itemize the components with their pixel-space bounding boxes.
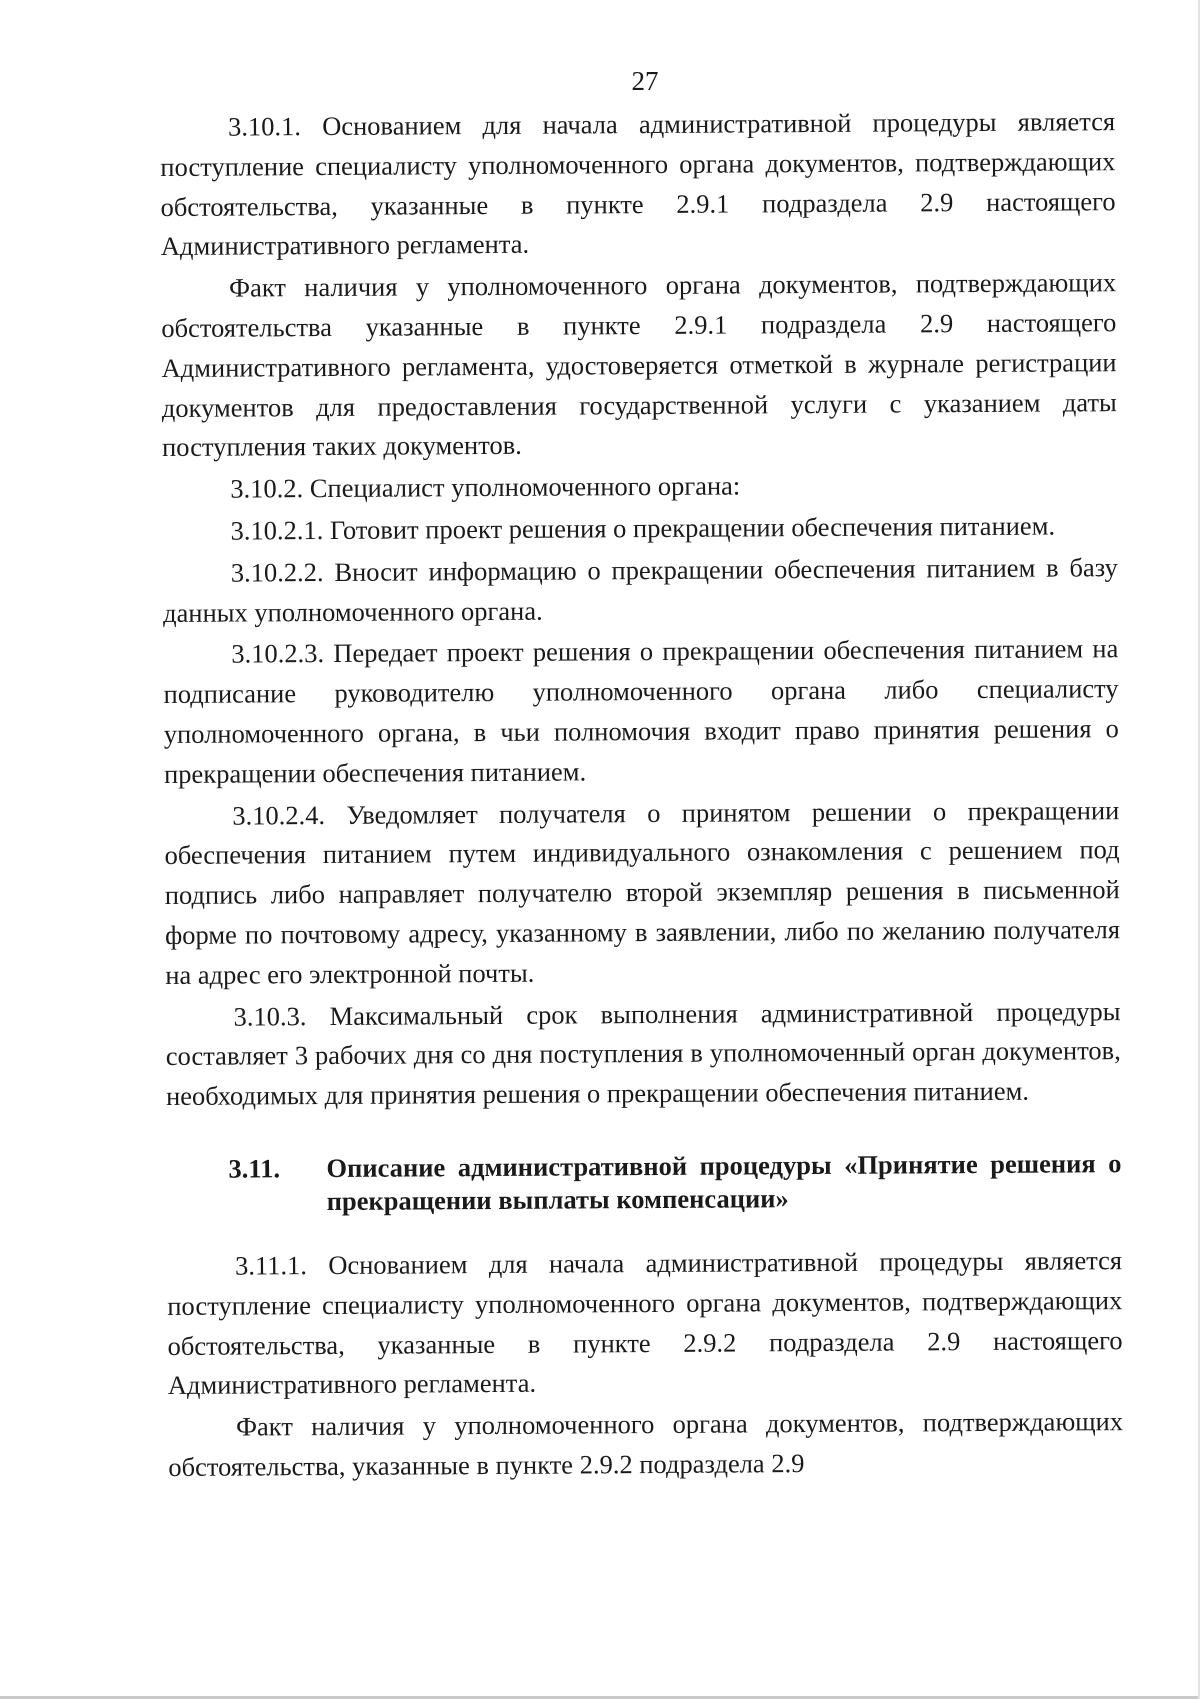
page-number: 27 [631,66,659,96]
paragraph-3-10-2-1: 3.10.2.1. Готовит проект решения о прекращении обеспечения питанием. [230,510,1056,546]
paragraph-3-10-2: 3.10.2. Специалист уполномоченного органа: [230,470,741,504]
section-title: Описание административной процедуры «Принятие решения о прекращении выплаты компенсации» [326,1148,1122,1216]
paragraph-3-10-1: 3.10.1. Основанием для начала административной процедуры является поступление специалисту уполномоченного органа документов, подтверждающих обстоятельства, указанные в пункте 2.9.1 подраздела 2.9 настоящего Административного регламента. [160,106,1116,262]
section-heading-3-11 [166,1147,1121,1219]
paragraph-fact-2-9-1: Факт наличия у уполномоченного органа документов, подтверждающих обстоятельства указанные в пункте 2.9.1 подраздела 2.9 настоящего Административного регламента, удостоверяется отметкой в журнале регистрации документов для предоставления государственной услуги с указанием даты поступления таких документов. [161,267,1117,463]
paragraph-fact-2-9-2: Факт наличия у уполномоченного органа документов, подтверждающих обстоятельства, указанные в пункте 2.9.2 подраздела 2.9 [168,1406,1124,1482]
paragraph-3-10-3: 3.10.3. Максимальный срок выполнения административной процедуры составляет 3 рабочих дня со дня поступления в уполномоченный орган документов, необходимых для принятия решения о прекращении обеспечения питанием. [165,995,1121,1112]
paragraph-3-10-2-2: 3.10.2.2. Вносит информацию о прекращении обеспечения питанием в базу данных уполномоченного органа. [162,551,1118,628]
paragraph-3-10-2-3: 3.10.2.3. Передает проект решения о прекращении обеспечения питанием на подписание руководителю уполномоченного органа либо специалисту уполномоченного органа, в чьи полномочия входит право принятия решения о прекращении обеспечения питанием. [163,633,1119,789]
paragraph-3-11-1: 3.11.1. Основанием для начала административной процедуры является поступление специалисту уполномоченного органа документов, подтверждающих обстоятельства, указанные в пункте 2.9.2 подраздела 2.9 настоящего Административного регламента. [167,1245,1123,1401]
document-body [160,102,1123,1490]
section-number: 3.11. [228,1153,281,1184]
paragraph-3-10-2-4: 3.10.2.4. Уведомляет получателя о принятом решении о прекращении обеспечения питанием путем индивидуального ознакомления с решением под подпись либо направляет получателю второй экземпляр решения в письменной форме по почтовому адресу, указанному в заявлении, либо по желанию получателя на адрес его электронной почты. [164,794,1121,990]
